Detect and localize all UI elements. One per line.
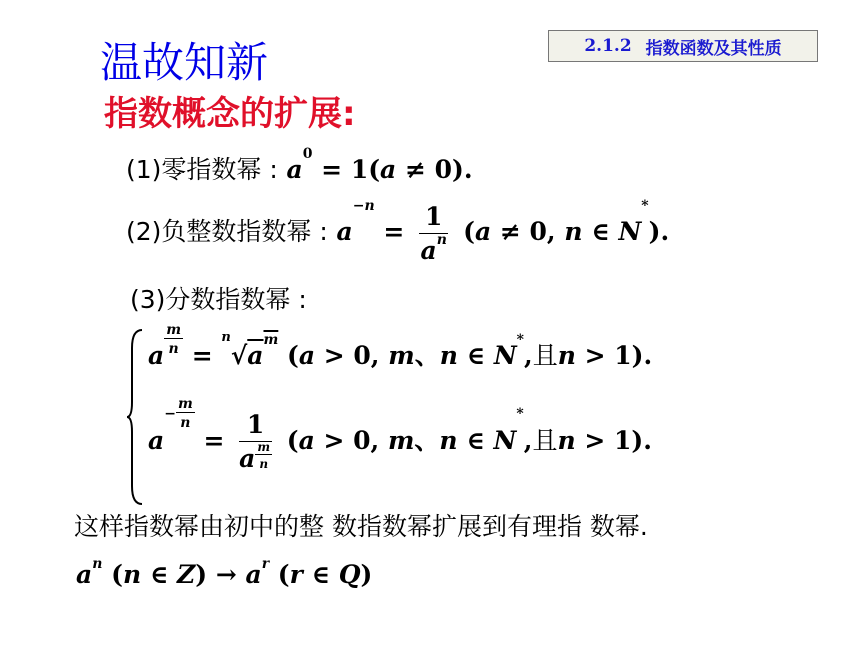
section-badge: [548, 30, 818, 62]
zero-exponent-label: (1)零指数幂 :: [126, 155, 278, 184]
fractional-exponent-label: (3)分数指数幂 :: [130, 285, 307, 314]
zero-exponent-line: [126, 146, 473, 186]
negative-fraction-formula: $a^{- \frac{m}{n}}$ = 1 a $^{\frac{m}{n}}$ (a > 0, m、n ∈ N*,且n > 1).: [148, 396, 652, 473]
extension-formula: $a^n$ (n ∈ $Z) \to a^r$ (r ∈ Q): [76, 556, 373, 589]
negative-exponent-formula: $a^{-n}$ = $\frac{1}{a^n}$ (a ≠ 0, n ∈ N*).: [336, 198, 670, 265]
zero-exponent-formula: $a^0 = 1(a \ne 0)$.: [286, 146, 473, 184]
summary-text: 这样指数幂由初中的整 数指数幂扩展到有理指 数幂.: [74, 512, 648, 541]
system-brace: [126, 328, 144, 506]
fractional-exponent-line: [130, 280, 307, 316]
negative-exponent-label: (2)负整数指数幂 :: [126, 217, 328, 246]
section-name: 指数函数及其性质: [645, 38, 782, 59]
negative-exponent-line: [126, 198, 670, 265]
slide-subtitle: 指数概念的扩展:: [104, 94, 356, 134]
section-number: 2.1.2: [584, 36, 632, 56]
slide-title: 温故知新: [100, 38, 269, 87]
positive-fraction-formula: a $^{\frac{m}{n}}$ = $^n√a^m$ (a > 0, m、n ∈ N*,且n > 1).: [148, 322, 653, 370]
